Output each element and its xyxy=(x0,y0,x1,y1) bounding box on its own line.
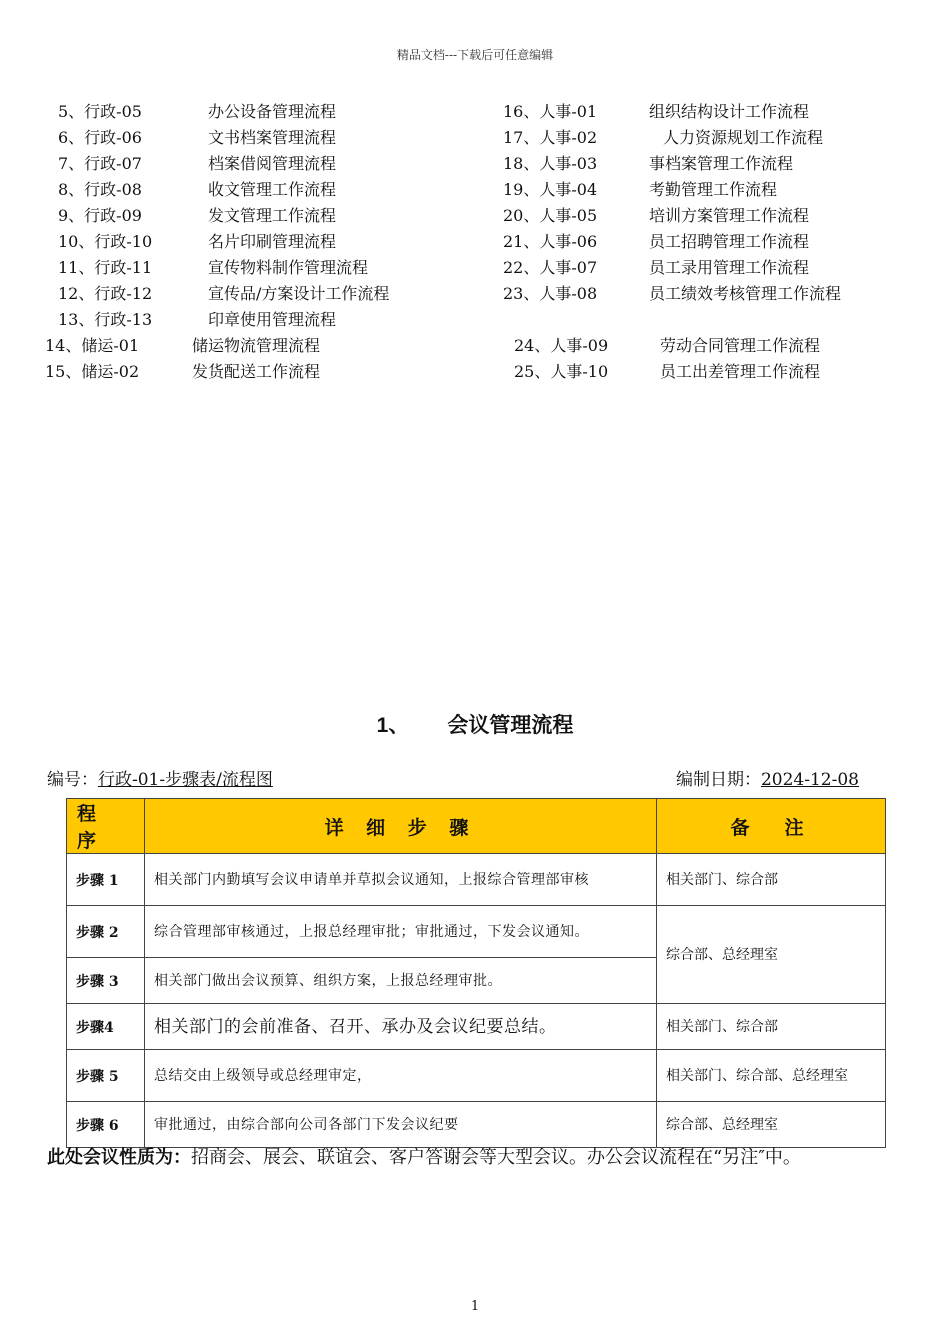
toc-item-title: 员工招聘管理工作流程 xyxy=(649,232,810,251)
step-detail: 总结交由上级领导或总经理审定， xyxy=(145,1050,657,1102)
toc-item-number: 16、人事-01 xyxy=(503,102,598,121)
header-remark: 备 注 xyxy=(657,799,886,854)
step-remark: 相关部门、综合部 xyxy=(657,1004,886,1050)
step-label: 步骤 6 xyxy=(67,1102,145,1148)
toc-item-number: 18、人事-03 xyxy=(503,154,598,173)
document-code xyxy=(47,765,273,790)
document-date xyxy=(676,765,859,790)
table-row xyxy=(67,1102,886,1148)
step-label: 步骤 2 xyxy=(67,906,145,958)
toc-item-number: 9、行政-09 xyxy=(58,206,142,225)
toc-item-number: 22、人事-07 xyxy=(503,258,598,277)
toc-item xyxy=(58,203,337,226)
header-detail: 详 细 步 骤 xyxy=(145,799,657,854)
section-title xyxy=(0,709,950,739)
table-row xyxy=(67,854,886,906)
step-remark: 综合部、总经理室 xyxy=(657,906,886,1004)
toc-item xyxy=(58,255,369,278)
toc-item-title: 人力资源规划工作流程 xyxy=(663,128,824,147)
date-label: 编制日期： xyxy=(675,770,761,790)
step-label: 步骤 1 xyxy=(67,854,145,906)
toc-item-number: 23、人事-08 xyxy=(503,284,598,303)
toc-item-title: 储运物流管理流程 xyxy=(192,336,321,355)
toc-item-title: 培训方案管理工作流程 xyxy=(649,206,810,225)
table-header-row xyxy=(67,799,886,854)
toc-item-number: 5、行政-05 xyxy=(58,102,142,121)
table-row xyxy=(67,1050,886,1102)
step-detail: 相关部门的会前准备、召开、承办及会议纪要总结。 xyxy=(145,1004,657,1050)
toc-item xyxy=(503,229,810,252)
toc-item-title: 劳动合同管理工作流程 xyxy=(660,336,821,355)
toc-item-title: 组织结构设计工作流程 xyxy=(649,102,810,121)
step-detail: 相关部门内勤填写会议申请单并草拟会议通知，上报综合管理部审核 xyxy=(145,854,657,906)
step-remark: 综合部、总经理室 xyxy=(657,1102,886,1148)
toc-item-number: 25、人事-10 xyxy=(514,362,609,381)
toc-item-number: 13、行政-13 xyxy=(58,310,153,329)
step-label: 步骤 3 xyxy=(67,958,145,1004)
toc-item xyxy=(45,359,321,382)
toc-item-number: 11、行政-11 xyxy=(58,258,153,277)
toc-item-title: 办公设备管理流程 xyxy=(208,102,337,121)
toc-item xyxy=(45,333,321,356)
toc-item xyxy=(503,203,810,226)
step-detail: 相关部门做出会议预算、组织方案，上报总经理审批。 xyxy=(145,958,657,1004)
page-header: 精品文档---下载后可任意编辑 xyxy=(396,48,554,62)
section-title-text: 会议管理流程 xyxy=(447,714,574,737)
step-label: 步骤4 xyxy=(67,1004,145,1050)
toc-item xyxy=(514,333,821,356)
toc-item-number: 20、人事-05 xyxy=(503,206,598,225)
toc-item-number: 21、人事-06 xyxy=(503,232,598,251)
toc-item xyxy=(58,99,337,122)
toc-item-title: 印章使用管理流程 xyxy=(208,310,337,329)
steps-table xyxy=(66,798,886,1148)
toc-item xyxy=(503,125,824,148)
toc-item-title: 宣传物料制作管理流程 xyxy=(208,258,369,277)
toc-item-title: 员工出差管理工作流程 xyxy=(660,362,821,381)
table-row xyxy=(67,906,886,958)
toc-item-title: 考勤管理工作流程 xyxy=(649,180,778,199)
step-remark: 相关部门、综合部、总经理室 xyxy=(657,1050,886,1102)
toc-item-title: 文书档案管理流程 xyxy=(208,128,337,147)
note-label: 此处会议性质为： xyxy=(47,1147,191,1167)
toc-item xyxy=(58,281,390,304)
code-label: 编号： xyxy=(47,770,98,790)
step-label: 步骤 5 xyxy=(67,1050,145,1102)
page-number: 1 xyxy=(470,1299,480,1314)
toc-item xyxy=(514,359,821,382)
toc-item-number: 24、人事-09 xyxy=(514,336,609,355)
toc-item-number: 7、行政-07 xyxy=(58,154,142,173)
toc-item xyxy=(58,229,337,252)
meeting-nature-note xyxy=(47,1143,801,1169)
header-procedure: 程 序 xyxy=(67,799,145,854)
toc-item-title: 事档案管理工作流程 xyxy=(649,154,794,173)
step-remark: 相关部门、综合部 xyxy=(657,854,886,906)
toc-item-number: 15、储运-02 xyxy=(45,362,140,381)
step-detail: 审批通过，由综合部向公司各部门下发会议纪要 xyxy=(145,1102,657,1148)
toc-item-number: 17、人事-02 xyxy=(503,128,598,147)
toc-item-title: 宣传品/方案设计工作流程 xyxy=(208,284,390,303)
toc-item-number: 10、行政-10 xyxy=(58,232,153,251)
toc-item xyxy=(503,99,810,122)
toc-item xyxy=(58,307,337,330)
toc-item-title: 发文管理工作流程 xyxy=(208,206,337,225)
toc-item-title: 发货配送工作流程 xyxy=(192,362,321,381)
toc-item-number: 12、行政-12 xyxy=(58,284,153,303)
toc-item xyxy=(503,177,778,200)
step-detail: 综合管理部审核通过，上报总经理审批；审批通过，下发会议通知。 xyxy=(145,906,657,958)
toc-item xyxy=(58,151,337,174)
toc-item-number: 6、行政-06 xyxy=(58,128,142,147)
toc-item xyxy=(503,151,794,174)
toc-item-title: 员工绩效考核管理工作流程 xyxy=(649,284,842,303)
table-row xyxy=(67,1004,886,1050)
toc-item-title: 档案借阅管理流程 xyxy=(208,154,337,173)
toc-item-title: 员工录用管理工作流程 xyxy=(649,258,810,277)
toc-item-title: 名片印刷管理流程 xyxy=(208,232,337,251)
toc-item xyxy=(58,177,337,200)
code-value: 行政-01-步骤表/流程图 xyxy=(98,770,273,790)
toc-item-number: 14、储运-01 xyxy=(45,336,140,355)
toc-item-number: 8、行政-08 xyxy=(58,180,142,199)
toc-item xyxy=(503,281,842,304)
section-number: 1、 xyxy=(376,714,410,737)
toc-item xyxy=(58,125,337,148)
date-value: 2024-12-08 xyxy=(760,770,859,790)
toc-item xyxy=(503,255,810,278)
toc-item-title: 收文管理工作流程 xyxy=(208,180,337,199)
toc-item-number: 19、人事-04 xyxy=(503,180,598,199)
note-text: 招商会、展会、联谊会、客户答谢会等大型会议。办公会议流程在“另注″中。 xyxy=(191,1147,801,1168)
